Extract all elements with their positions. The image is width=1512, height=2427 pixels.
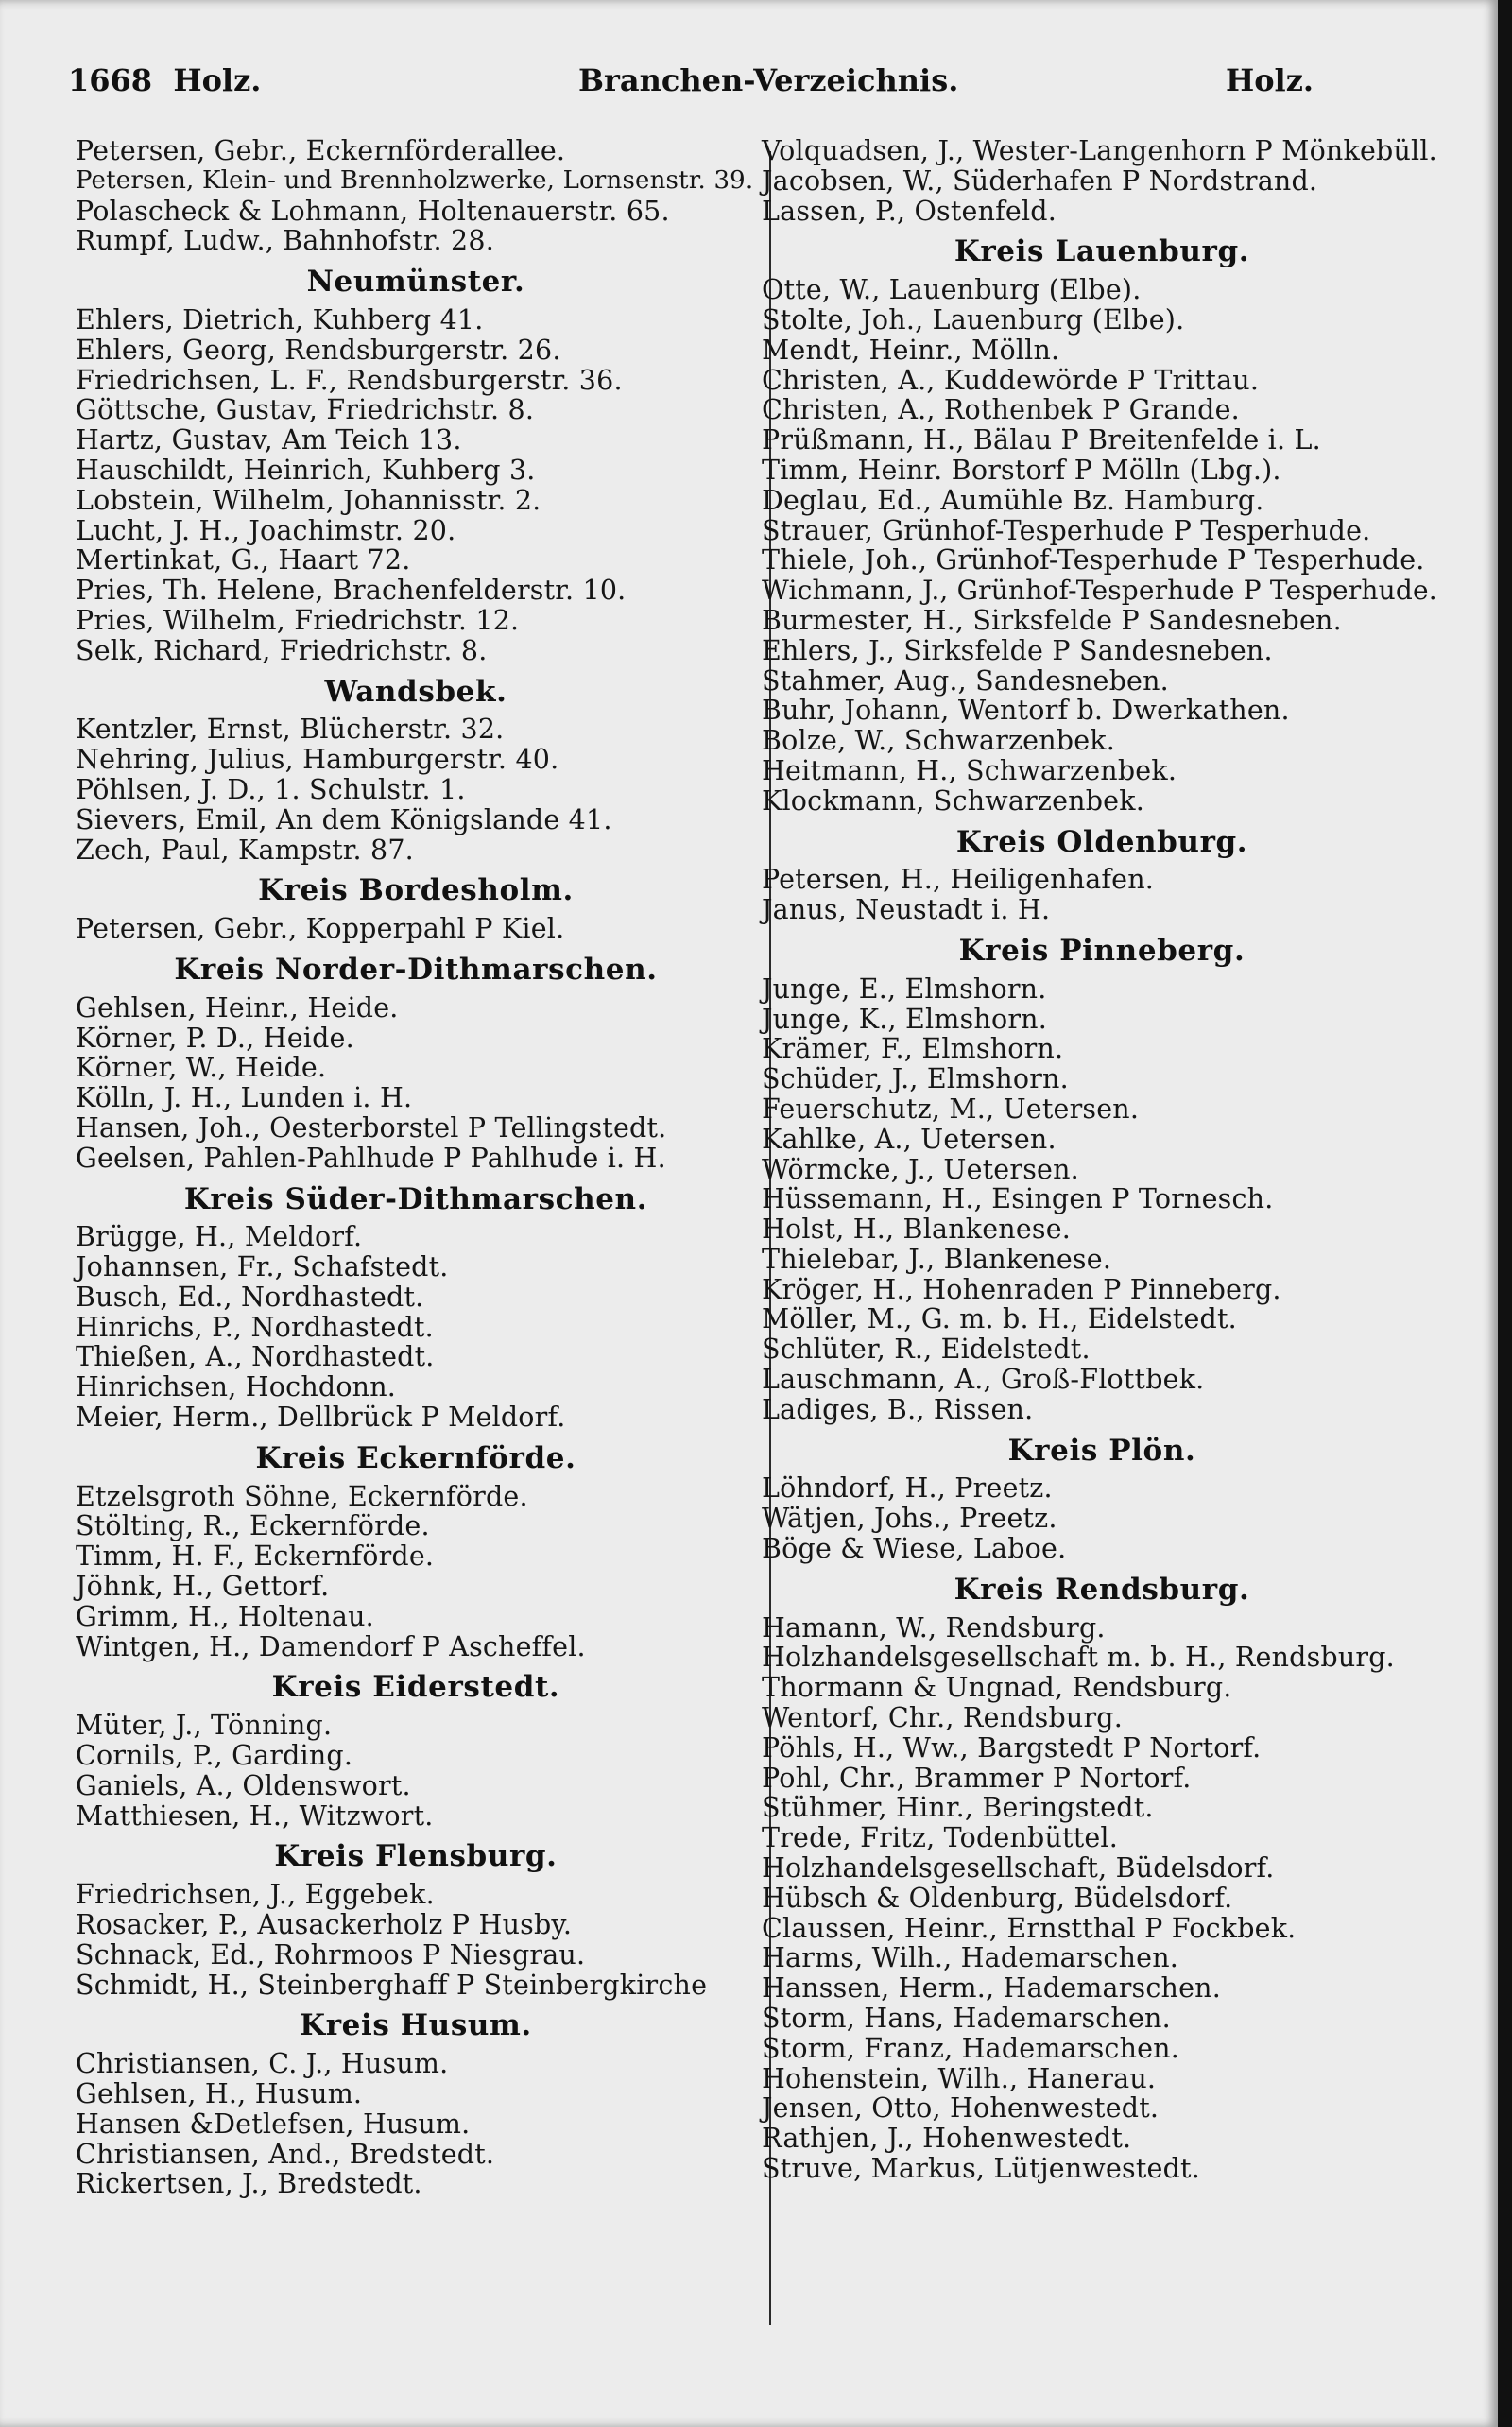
directory-entry: Löhndorf, H., Preetz. (762, 1472, 1053, 1505)
directory-entry: Körner, W., Heide. (76, 1052, 327, 1084)
section-heading: Kreis Plön. (1007, 1433, 1196, 1468)
directory-entry: Pohl, Chr., Brammer P Nortorf. (762, 1762, 1192, 1794)
directory-entry: Hanssen, Herm., Hademarschen. (762, 1972, 1221, 2005)
directory-entry: Holzhandelsgesellschaft m. b. H., Rendsburg. (762, 1642, 1395, 1674)
scan-edge (1498, 0, 1512, 2427)
section-heading: Kreis Lauenburg. (954, 234, 1250, 269)
directory-entry: Ehlers, Georg, Rendsburgerstr. 26. (76, 334, 561, 366)
directory-entry: Schmidt, H., Steinberghaff P Steinbergkirche (76, 1969, 708, 2001)
directory-entry: Johannsen, Fr., Schafstedt. (76, 1251, 449, 1283)
directory-entry: Thielebar, J., Blankenese. (762, 1243, 1112, 1275)
directory-entry: Petersen, Gebr., Eckernförderallee. (76, 135, 566, 166)
directory-entry: Jacobsen, W., Süderhafen P Nordstrand. (762, 164, 1318, 197)
page-header-left (68, 62, 261, 98)
directory-entry: Kölln, J. H., Lunden i. H. (76, 1082, 413, 1114)
directory-entry: Lobstein, Wilhelm, Johannisstr. 2. (76, 484, 541, 516)
directory-entry: Stölting, R., Eckernförde. (76, 1510, 430, 1542)
directory-entry: Pries, Th. Helene, Brachenfelderstr. 10. (76, 575, 627, 607)
directory-entry: Stolte, Joh., Lauenburg (Elbe). (762, 303, 1185, 336)
directory-entry: Thormann & Ungnad, Rendsburg. (762, 1672, 1232, 1704)
directory-entry: Claussen, Heinr., Ernstthal P Fockbek. (762, 1912, 1297, 1944)
directory-entry: Rathjen, J., Hohenwestedt. (762, 2123, 1132, 2155)
directory-entry: Gehlsen, H., Husum. (76, 2078, 363, 2110)
directory-entry: Lauschmann, A., Groß-Flottbek. (762, 1364, 1205, 1396)
directory-entry: Gehlsen, Heinr., Heide. (76, 991, 399, 1024)
directory-entry: Müter, J., Tönning. (76, 1710, 333, 1742)
directory-entry: Christiansen, And., Bredstedt. (76, 2138, 495, 2170)
right-column (762, 136, 1442, 2184)
directory-entry: Meier, Herm., Dellbrück P Meldorf. (76, 1402, 566, 1434)
section-heading: Kreis Eiderstedt. (271, 1670, 560, 1705)
directory-entry: Thiele, Joh., Grünhof-Tesperhude P Tesperhude. (762, 544, 1425, 577)
directory-entry: Kröger, H., Hohenraden P Pinneberg. (762, 1273, 1281, 1305)
directory-entry: Hansen, Joh., Oesterborstel P Tellingstedt. (76, 1111, 667, 1144)
directory-entry: Rickertsen, J., Bredstedt. (76, 2168, 422, 2200)
directory-entry: Kentzler, Ernst, Blücherstr. 32. (76, 714, 505, 746)
directory-entry: Wentorf, Chr., Rendsburg. (762, 1702, 1123, 1734)
directory-entry: Feuerschutz, M., Uetersen. (762, 1093, 1140, 1125)
directory-entry: Rosacker, P., Ausackerholz P Husby. (76, 1909, 573, 1941)
directory-entry: Krämer, F., Elmshorn. (762, 1033, 1064, 1065)
directory-entry: Bolze, W., Schwarzenbek. (762, 725, 1116, 757)
directory-entry: Lassen, P., Ostenfeld. (762, 195, 1057, 227)
directory-entry: Holst, H., Blankenese. (762, 1214, 1072, 1246)
directory-entry: Möller, M., G. m. b. H., Eidelstedt. (762, 1303, 1237, 1335)
directory-entry: Jensen, Otto, Hohenwestedt. (762, 2092, 1160, 2125)
directory-entry: Rumpf, Ludw., Bahnhofstr. 28. (76, 225, 494, 257)
directory-entry: Storm, Franz, Hademarschen. (762, 2032, 1180, 2064)
directory-entry: Trede, Fritz, Todenbüttel. (762, 1822, 1118, 1854)
directory-entry: Thießen, A., Nordhastedt. (76, 1341, 435, 1373)
directory-entry: Holzhandelsgesellschaft, Büdelsdorf. (762, 1852, 1275, 1885)
directory-entry: Christen, A., Rothenbek P Grande. (762, 394, 1240, 426)
directory-entry: Matthiesen, H., Witzwort. (76, 1799, 434, 1832)
directory-entry: Petersen, Klein- und Brennholzwerke, Lornsenstr. 39. (76, 165, 754, 195)
directory-entry: Selk, Richard, Friedrichstr. 8. (76, 634, 488, 666)
directory-entry: Schnack, Ed., Rohrmoos P Niesgrau. (76, 1938, 586, 1971)
directory-entry: Grimm, H., Holtenau. (76, 1600, 374, 1632)
directory-entry: Ladiges, B., Rissen. (762, 1393, 1034, 1425)
directory-entry: Burmester, H., Sirksfelde P Sandesneben. (762, 604, 1342, 636)
directory-entry: Junge, E., Elmshorn. (762, 973, 1047, 1005)
directory-entry: Buhr, Johann, Wentorf b. Dwerkathen. (762, 695, 1290, 727)
directory-entry: Hauschildt, Heinrich, Kuhberg 3. (76, 454, 536, 486)
directory-entry: Heitmann, H., Schwarzenbek. (762, 754, 1177, 786)
directory-entry: Etzelsgroth Söhne, Eckernförde. (76, 1480, 528, 1512)
directory-entry: Strauer, Grünhof-Tesperhude P Tesperhude. (762, 514, 1371, 546)
directory-entry: Volquadsen, J., Wester-Langenhorn P Mönkebüll. (762, 135, 1437, 166)
left-column (76, 136, 756, 2199)
directory-entry: Schlüter, R., Eidelstedt. (762, 1334, 1091, 1366)
directory-entry: Göttsche, Gustav, Friedrichstr. 8. (76, 394, 535, 426)
directory-entry: Busch, Ed., Nordhastedt. (76, 1281, 424, 1313)
directory-entry: Jöhnk, H., Gettorf. (76, 1571, 330, 1603)
directory-entry: Mertinkat, G., Haart 72. (76, 544, 411, 577)
directory-entry: Hansen &Detlefsen, Husum. (76, 2108, 471, 2140)
directory-entry: Mendt, Heinr., Mölln. (762, 334, 1060, 366)
directory-entry: Timm, Heinr. Borstorf P Mölln (Lbg.). (762, 454, 1281, 486)
directory-entry: Stahmer, Aug., Sandesneben. (762, 664, 1169, 697)
directory-entry: Ehlers, J., Sirksfelde P Sandesneben. (762, 634, 1273, 666)
directory-entry: Pöhlsen, J. D., 1. Schulstr. 1. (76, 773, 466, 805)
section-heading: Kreis Bordesholm. (258, 873, 574, 908)
directory-entry: Sievers, Emil, An dem Königslande 41. (76, 803, 612, 835)
directory-entry: Hüssemann, H., Esingen P Tornesch. (762, 1183, 1274, 1215)
directory-entry: Klockmann, Schwarzenbek. (762, 784, 1144, 817)
directory-entry: Hinrichsen, Hochdonn. (76, 1371, 397, 1403)
page-number: 1668 (68, 62, 153, 98)
directory-entry: Nehring, Julius, Hamburgerstr. 40. (76, 744, 559, 776)
section-heading: Kreis Oldenburg. (955, 824, 1248, 859)
directory-entry: Hohenstein, Wilh., Hanerau. (762, 2062, 1157, 2094)
directory-entry: Hinrichs, P., Nordhastedt. (76, 1311, 434, 1343)
directory-entry: Otte, W., Lauenburg (Elbe). (762, 274, 1142, 306)
directory-entry: Hamann, W., Rendsburg. (762, 1611, 1106, 1644)
directory-entry: Hübsch & Oldenburg, Büdelsdorf. (762, 1882, 1233, 1914)
directory-entry: Zech, Paul, Kampstr. 87. (76, 834, 414, 866)
section-heading: Neumünster. (306, 265, 525, 300)
directory-entry: Christen, A., Kuddewörde P Trittau. (762, 364, 1260, 396)
directory-entry: Christiansen, C. J., Husum. (76, 2048, 449, 2080)
directory-entry: Cornils, P., Garding. (76, 1740, 353, 1772)
directory-entry: Stühmer, Hinr., Beringstedt. (762, 1792, 1154, 1824)
section-heading: Kreis Rendsburg. (954, 1572, 1250, 1607)
directory-entry: Prüßmann, H., Bälau P Breitenfelde i. L. (762, 424, 1321, 456)
directory-entry: Ehlers, Dietrich, Kuhberg 41. (76, 303, 484, 336)
directory-entry: Janus, Neustadt i. H. (762, 894, 1051, 926)
directory-entry: Wätjen, Johs., Preetz. (762, 1503, 1057, 1535)
directory-entry: Petersen, H., Heiligenhafen. (762, 864, 1155, 896)
directory-entry: Lucht, J. H., Joachimstr. 20. (76, 514, 456, 546)
section-heading: Kreis Husum. (300, 2008, 532, 2043)
directory-entry: Hartz, Gustav, Am Teich 13. (76, 424, 462, 456)
right-keyword: Holz. (1225, 62, 1314, 98)
directory-entry: Harms, Wilh., Hademarschen. (762, 1942, 1179, 1974)
directory-entry: Wintgen, H., Damendorf P Ascheffel. (76, 1630, 586, 1662)
directory-entry: Wichmann, J., Grünhof-Tesperhude P Tesperhude. (762, 575, 1437, 607)
directory-entry: Junge, K., Elmshorn. (762, 1003, 1047, 1035)
section-heading: Kreis Norder-Dithmarschen. (174, 952, 658, 987)
section-heading: Kreis Flensburg. (274, 1839, 558, 1874)
directory-entry: Polascheck & Lohmann, Holtenauerstr. 65. (76, 195, 670, 227)
directory-entry: Friedrichsen, J., Eggebek. (76, 1879, 435, 1911)
directory-entry: Struve, Markus, Lütjenwestedt. (762, 2153, 1200, 2184)
directory-entry: Timm, H. F., Eckernförde. (76, 1541, 435, 1573)
directory-entry: Kahlke, A., Uetersen. (762, 1123, 1057, 1155)
directory-entry: Friedrichsen, L. F., Rendsburgerstr. 36. (76, 364, 623, 396)
page-header (68, 62, 1314, 112)
directory-entry: Pöhls, H., Ww., Bargstedt P Nortorf. (762, 1731, 1262, 1764)
directory-entry: Wörmcke, J., Uetersen. (762, 1153, 1079, 1185)
directory-entry: Pries, Wilhelm, Friedrichstr. 12. (76, 604, 520, 636)
directory-entry: Böge & Wiese, Laboe. (762, 1533, 1067, 1565)
directory-entry: Brügge, H., Meldorf. (76, 1221, 363, 1253)
directory-entry: Schüder, J., Elmshorn. (762, 1063, 1069, 1095)
left-keyword: Holz. (173, 62, 262, 98)
directory-entry: Storm, Hans, Hademarschen. (762, 2003, 1171, 2035)
section-heading: Kreis Eckernförde. (255, 1440, 576, 1475)
section-heading: Wandsbek. (324, 674, 507, 709)
directory-entry: Körner, P. D., Heide. (76, 1022, 354, 1054)
directory-entry: Ganiels, A., Oldenswort. (76, 1769, 411, 1801)
directory-entry: Deglau, Ed., Aumühle Bz. Hamburg. (762, 484, 1264, 516)
section-heading: Kreis Pinneberg. (958, 933, 1246, 968)
page-title: Branchen-Verzeichnis. (578, 62, 959, 98)
section-heading: Kreis Süder-Dithmarschen. (183, 1181, 648, 1216)
directory-entry: Petersen, Gebr., Kopperpahl P Kiel. (76, 913, 565, 945)
directory-entry: Geelsen, Pahlen-Pahlhude P Pahlhude i. H. (76, 1142, 666, 1174)
